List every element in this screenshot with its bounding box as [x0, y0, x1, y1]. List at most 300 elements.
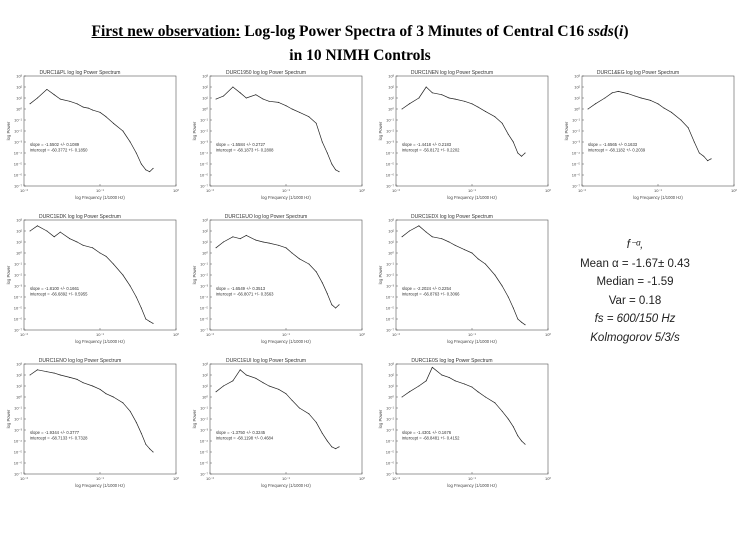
spectrum-point	[308, 264, 309, 265]
spectrum-point	[106, 393, 107, 394]
x-axis-label: log Frequency (1/1000 Hz)	[75, 195, 125, 200]
x-axis-label: log Frequency (1/1000 Hz)	[447, 483, 497, 488]
spectrum-point	[426, 87, 427, 88]
spectrum-panel-3	[376, 68, 556, 210]
spectrum-point	[37, 98, 38, 99]
y-tick-label: 10⁻⁵	[199, 161, 208, 167]
y-axis-label: log Power	[6, 121, 11, 141]
x-tick-label: 10⁰	[358, 332, 366, 337]
fit-annotation: slope = -1.8100 +/- 0.1661	[30, 286, 80, 291]
y-tick-label: 10⁻⁵	[13, 161, 22, 167]
spectrum-point	[286, 393, 287, 394]
y-tick-label: 10⁻⁶	[13, 316, 22, 322]
spectrum-point	[83, 382, 84, 383]
spectrum-point	[441, 375, 442, 376]
spectrum-point	[246, 235, 247, 236]
spectrum-point	[418, 386, 419, 387]
spectrum-point	[149, 448, 150, 449]
fit-annotation: intercept = -68.1182 +/- 0.2039	[588, 147, 646, 153]
spectrum-point	[77, 379, 78, 380]
fit-annotation: slope = -1.4301 +/- 0.1676	[402, 430, 452, 435]
spectrum-point	[335, 308, 336, 309]
spectrum-point	[588, 109, 589, 110]
spectrum-point	[618, 91, 619, 92]
y-tick-label: 10⁻⁶	[199, 460, 208, 466]
spectrum-point	[671, 112, 672, 113]
spectrum-point	[402, 236, 403, 237]
y-axis-label: log Power	[192, 265, 197, 285]
y-tick-label: 10³	[388, 217, 394, 223]
y-tick-label: 10⁻⁶	[385, 460, 394, 466]
spectrum-point	[494, 275, 495, 276]
spectrum-point	[83, 245, 84, 246]
y-axis-label: log Power	[6, 265, 11, 285]
spectrum-point	[418, 98, 419, 99]
fit-annotation: slope = -1.4418 +/- 0.2183	[402, 142, 452, 147]
spectrum-point	[517, 435, 518, 436]
y-tick-label: 10⁻²	[386, 416, 394, 422]
y-tick-label: 10³	[16, 73, 22, 79]
spectrum-point	[223, 242, 224, 243]
spectrum-point	[521, 156, 522, 157]
spectrum-point	[37, 225, 38, 226]
y-tick-label: 10⁻⁴	[385, 150, 394, 156]
spectrum-point	[508, 297, 509, 298]
spectrum-point	[77, 103, 78, 104]
spectrum-point	[703, 156, 704, 157]
y-tick-label: 10⁻⁵	[385, 449, 394, 455]
x-tick-label: 10⁻²	[392, 332, 400, 337]
spectrum-point	[263, 382, 264, 383]
spectrum-point	[100, 389, 101, 390]
y-tick-label: 10¹	[202, 239, 208, 245]
spectrum-point	[322, 433, 323, 434]
spectrum-point	[464, 101, 465, 102]
spectrum-point	[517, 319, 518, 320]
y-tick-label: 10⁻³	[386, 427, 394, 433]
y-tick-label: 10⁻⁴	[571, 150, 580, 156]
spectrum-point	[664, 108, 665, 109]
y-tick-label: 10⁻⁷	[385, 471, 394, 477]
y-tick-label: 10²	[202, 84, 208, 90]
y-tick-label: 10⁻⁶	[199, 172, 208, 178]
spectrum-point	[278, 389, 279, 390]
y-tick-label: 10¹	[388, 383, 394, 389]
y-tick-label: 10⁻²	[200, 272, 208, 278]
y-tick-label: 10⁰	[387, 250, 394, 256]
spectrum-point	[426, 232, 427, 233]
spectrum-point	[449, 98, 450, 99]
panel-title: DURC1ENO log log Power Spectrum	[38, 358, 122, 364]
x-axis-label: log Frequency (1/1000 Hz)	[75, 483, 125, 488]
stats-formula: f⁻ᵅ,	[626, 239, 644, 251]
spectrum-line	[216, 87, 339, 172]
title-italic-i: i	[619, 23, 624, 40]
spectrum-point	[232, 380, 233, 381]
y-tick-label: 10⁻⁷	[385, 183, 394, 189]
spectrum-point	[322, 282, 323, 283]
spectrum-point	[30, 103, 31, 104]
x-tick-label: 10⁻²	[20, 188, 28, 193]
x-tick-label: 10⁰	[172, 476, 180, 481]
spectrum-point	[409, 103, 410, 104]
spectrum-point	[688, 127, 689, 128]
spectrum-point	[145, 444, 146, 445]
spectrum-panel-6	[190, 212, 370, 354]
spectrum-point	[54, 373, 55, 374]
spectrum-point	[54, 94, 55, 95]
y-tick-label: 10²	[388, 372, 394, 378]
x-tick-label: 10⁻²	[206, 332, 214, 337]
spectrum-point	[130, 411, 131, 412]
y-tick-label: 10⁻¹	[572, 117, 580, 123]
spectrum-point	[92, 247, 93, 248]
y-tick-label: 10⁻⁴	[13, 150, 22, 156]
stats-median: Median = -1.59	[596, 276, 674, 288]
fit-annotation: intercept = -68.8481 +/- 0.4152	[402, 435, 460, 441]
plot-frame	[396, 76, 548, 186]
spectrum-point	[100, 253, 101, 254]
spectrum-point	[141, 433, 142, 434]
spectrum-point	[54, 236, 55, 237]
y-tick-label: 10⁻³	[572, 139, 580, 145]
spectrum-point	[77, 242, 78, 243]
x-tick-label: 10⁰	[172, 188, 180, 193]
plot-frame	[24, 76, 176, 186]
y-tick-label: 10⁻²	[14, 272, 22, 278]
spectrum-point	[525, 324, 526, 325]
x-tick-label: 10⁻¹	[468, 332, 476, 337]
spectrum-point	[472, 103, 473, 104]
y-tick-label: 10⁻²	[200, 128, 208, 134]
spectrum-point	[69, 238, 70, 239]
spectrum-panel-4	[562, 68, 742, 210]
spectrum-chart-9	[190, 356, 370, 498]
spectrum-point	[153, 323, 154, 324]
spectrum-point	[240, 92, 241, 93]
spectrum-point	[604, 98, 605, 99]
y-tick-label: 10⁰	[15, 106, 22, 112]
spectrum-chart-4	[562, 68, 742, 210]
spectrum-point	[255, 378, 256, 379]
spectrum-point	[478, 107, 479, 108]
spectrum-point	[106, 116, 107, 117]
spectrum-point	[60, 232, 61, 233]
y-tick-label: 10⁻²	[386, 272, 394, 278]
spectrum-point	[292, 109, 293, 110]
y-tick-label: 10⁰	[15, 394, 22, 400]
y-tick-label: 10³	[388, 73, 394, 79]
y-tick-label: 10⁻⁴	[199, 150, 208, 156]
x-tick-label: 10⁰	[172, 332, 180, 337]
spectrum-point	[286, 105, 287, 106]
y-tick-label: 10⁻⁷	[199, 183, 208, 189]
y-tick-label: 10⁻¹	[386, 117, 394, 123]
fit-annotation: intercept = -66.8071 +/- 0.3563	[216, 291, 274, 297]
y-tick-label: 10⁻²	[386, 128, 394, 134]
y-tick-label: 10⁻⁶	[571, 172, 580, 178]
spectrum-chart-1	[4, 68, 184, 210]
title-paren-close: )	[623, 23, 629, 40]
y-tick-label: 10⁻⁷	[199, 471, 208, 477]
spectrum-point	[153, 168, 154, 169]
spectrum-point	[432, 236, 433, 237]
title-rest: Log-log Power Spectra of 3 Minutes of Central C16	[240, 23, 588, 40]
y-tick-label: 10⁻⁷	[13, 183, 22, 189]
y-tick-label: 10⁰	[573, 106, 580, 112]
spectrum-point	[46, 89, 47, 90]
spectrum-point	[216, 247, 217, 248]
spectrum-point	[246, 98, 247, 99]
spectrum-point	[441, 94, 442, 95]
spectrum-point	[402, 397, 403, 398]
spectrum-point	[136, 297, 137, 298]
spectrum-panel-9	[190, 356, 370, 498]
x-tick-label: 10⁻¹	[468, 188, 476, 193]
spectrum-point	[694, 142, 695, 143]
plot-frame	[24, 364, 176, 474]
fit-annotation: intercept = -60.3772 +/- 0.1850	[30, 147, 88, 153]
spectrum-point	[255, 240, 256, 241]
spectrum-point	[339, 304, 340, 305]
spectrum-point	[136, 153, 137, 154]
x-tick-label: 10⁻²	[206, 188, 214, 193]
slide-title	[0, 20, 720, 68]
spectrum-point	[145, 319, 146, 320]
panel-title: DURC1EUO log log Power Spectrum	[224, 214, 308, 220]
panel-title: DURC1NEN log log Power Spectrum	[410, 70, 494, 76]
y-tick-label: 10⁻¹	[14, 117, 22, 123]
stats-var: Var = 0.18	[608, 294, 662, 307]
spectrum-point	[464, 249, 465, 250]
y-tick-label: 10⁻⁷	[13, 327, 22, 333]
y-axis-label: log Power	[192, 409, 197, 429]
spectrum-point	[327, 153, 328, 154]
fit-annotation: slope = -1.6549 +/- 0.3513	[216, 286, 266, 291]
spectrum-point	[331, 446, 332, 447]
spectrum-point	[455, 245, 456, 246]
fit-annotation: intercept = -68.1873 +/- 0.2808	[216, 147, 274, 153]
fit-annotation: intercept = -66.6892 +/- 0.5955	[30, 291, 88, 297]
spectrum-point	[145, 169, 146, 170]
spectrum-point	[308, 116, 309, 117]
panel-title: DURC1E0S log log Power Spectrum	[411, 358, 493, 364]
y-tick-label: 10⁻³	[200, 283, 208, 289]
spectrum-point	[240, 369, 241, 370]
y-tick-label: 10⁻²	[200, 416, 208, 422]
y-tick-label: 10²	[574, 84, 580, 90]
spectrum-point	[130, 286, 131, 287]
spectrum-point	[46, 231, 47, 232]
spectrum-point	[122, 275, 123, 276]
y-tick-label: 10⁻¹	[386, 405, 394, 411]
fit-annotation: intercept = -68.1198 +/- 0.4684	[216, 435, 274, 441]
y-tick-label: 10⁻⁴	[13, 294, 22, 300]
title-paren-open: (	[613, 23, 620, 40]
spectrum-point	[322, 142, 323, 143]
y-tick-label: 10⁻⁷	[571, 183, 580, 189]
y-tick-label: 10³	[202, 73, 208, 79]
panel-title: DURC1EDX log log Power Spectrum	[411, 214, 493, 220]
spectrum-point	[525, 153, 526, 154]
y-tick-label: 10¹	[16, 239, 22, 245]
spectrum-point	[149, 171, 150, 172]
y-tick-label: 10⁻¹	[14, 261, 22, 267]
spectrum-panel-1	[4, 68, 184, 210]
spectrum-line	[30, 226, 153, 324]
x-tick-label: 10⁻²	[392, 476, 400, 481]
spectrum-point	[339, 171, 340, 172]
spectrum-point	[216, 391, 217, 392]
spectrum-point	[278, 102, 279, 103]
spectrum-point	[635, 96, 636, 97]
y-tick-label: 10²	[202, 228, 208, 234]
spectrum-point	[316, 271, 317, 272]
x-tick-label: 10⁻¹	[96, 188, 104, 193]
x-tick-label: 10⁻²	[578, 188, 586, 193]
spectrum-point	[263, 242, 264, 243]
x-tick-label: 10⁻¹	[282, 188, 290, 193]
y-tick-label: 10⁰	[387, 394, 394, 400]
spectrum-point	[308, 413, 309, 414]
y-tick-label: 10⁻³	[386, 139, 394, 145]
spectrum-point	[269, 386, 270, 387]
spectrum-point	[286, 247, 287, 248]
spectrum-point	[292, 400, 293, 401]
stats-mean: Mean α = -1.67± 0.43	[580, 257, 690, 270]
y-tick-label: 10¹	[574, 95, 580, 101]
spectrum-point	[502, 411, 503, 412]
spectrum-point	[130, 142, 131, 143]
x-tick-label: 10⁰	[544, 476, 552, 481]
y-tick-label: 10³	[16, 217, 22, 223]
spectrum-point	[232, 236, 233, 237]
spectrum-point	[316, 422, 317, 423]
spectrum-point	[409, 391, 410, 392]
y-tick-label: 10⁻⁵	[13, 449, 22, 455]
spectrum-point	[441, 238, 442, 239]
spectrum-point	[485, 397, 486, 398]
spectrum-point	[37, 369, 38, 370]
spectrum-point	[30, 375, 31, 376]
spectrum-point	[521, 441, 522, 442]
y-axis-label: log Power	[378, 265, 383, 285]
y-axis-label: log Power	[192, 121, 197, 141]
stats-fs: fs = 600/150 Hz	[594, 313, 676, 325]
y-tick-label: 10¹	[16, 95, 22, 101]
spectrum-point	[508, 134, 509, 135]
x-tick-label: 10⁻²	[206, 476, 214, 481]
y-tick-label: 10⁻⁶	[199, 316, 208, 322]
y-tick-label: 10⁻⁴	[13, 438, 22, 444]
y-tick-label: 10¹	[388, 239, 394, 245]
x-tick-label: 10⁰	[730, 188, 738, 193]
spectrum-point	[299, 112, 300, 113]
spectrum-point	[69, 101, 70, 102]
y-tick-label: 10⁻⁵	[385, 161, 394, 167]
spectrum-point	[240, 238, 241, 239]
spectrum-point	[612, 92, 613, 93]
x-axis-label: log Frequency (1/1000 Hz)	[447, 195, 497, 200]
spectrum-point	[699, 153, 700, 154]
spectrum-point	[525, 444, 526, 445]
y-tick-label: 10⁻⁶	[385, 172, 394, 178]
spectrum-point	[478, 391, 479, 392]
spectrum-point	[707, 160, 708, 161]
panel-title: DURC1&EG log log Power Spectrum	[596, 70, 680, 76]
x-axis-label: log Frequency (1/1000 Hz)	[261, 483, 311, 488]
x-tick-label: 10⁻¹	[654, 188, 662, 193]
y-tick-label: 10²	[16, 372, 22, 378]
spectrum-point	[472, 387, 473, 388]
y-tick-label: 10⁻⁵	[199, 305, 208, 311]
x-tick-label: 10⁰	[358, 188, 366, 193]
spectrum-point	[517, 153, 518, 154]
panel-title: DURC1EDK log log Power Spectrum	[39, 214, 121, 220]
spectrum-point	[278, 245, 279, 246]
spectrum-line	[30, 89, 153, 171]
y-tick-label: 10¹	[388, 95, 394, 101]
y-tick-label: 10⁻⁷	[199, 327, 208, 333]
spectrum-chart-5	[4, 212, 184, 354]
y-tick-label: 10⁻³	[14, 427, 22, 433]
spectrum-point	[292, 253, 293, 254]
spectrum-point	[263, 99, 264, 100]
x-tick-label: 10⁻²	[20, 332, 28, 337]
spectrum-point	[60, 375, 61, 376]
spectrum-point	[502, 286, 503, 287]
spectrum-point	[680, 120, 681, 121]
y-tick-label: 10⁻⁴	[385, 438, 394, 444]
spectrum-point	[432, 92, 433, 93]
spectrum-point	[335, 169, 336, 170]
title-italic-word: ssds	[587, 23, 614, 40]
y-tick-label: 10⁻⁶	[385, 316, 394, 322]
spectrum-point	[88, 108, 89, 109]
spectrum-point	[464, 384, 465, 385]
spectrum-point	[136, 422, 137, 423]
spectrum-point	[113, 123, 114, 124]
spectrum-point	[513, 308, 514, 309]
spectrum-point	[432, 367, 433, 368]
x-axis-label: log Frequency (1/1000 Hz)	[633, 195, 683, 200]
y-tick-label: 10⁻⁵	[571, 161, 580, 167]
spectrum-point	[69, 377, 70, 378]
y-tick-label: 10³	[574, 73, 580, 79]
spectrum-point	[299, 408, 300, 409]
spectrum-point	[641, 98, 642, 99]
spectrum-chart-8	[4, 356, 184, 498]
x-axis-label: log Frequency (1/1000 Hz)	[75, 339, 125, 344]
y-tick-label: 10⁻³	[14, 283, 22, 289]
x-tick-label: 10⁰	[358, 476, 366, 481]
y-tick-label: 10⁻³	[200, 139, 208, 145]
fit-annotation: intercept = -56.8172 +/- 0.2202	[402, 147, 460, 153]
y-tick-label: 10⁰	[201, 106, 208, 112]
y-tick-label: 10³	[202, 217, 208, 223]
y-tick-label: 10⁻⁵	[13, 305, 22, 311]
y-tick-label: 10⁰	[15, 250, 22, 256]
spectrum-point	[402, 109, 403, 110]
spectrum-point	[426, 380, 427, 381]
x-tick-label: 10⁻¹	[96, 476, 104, 481]
spectrum-point	[327, 441, 328, 442]
spectrum-point	[255, 94, 256, 95]
spectrum-point	[316, 123, 317, 124]
y-tick-label: 10⁻²	[14, 416, 22, 422]
y-tick-label: 10³	[388, 361, 394, 367]
spectrum-panel-7	[376, 212, 556, 354]
